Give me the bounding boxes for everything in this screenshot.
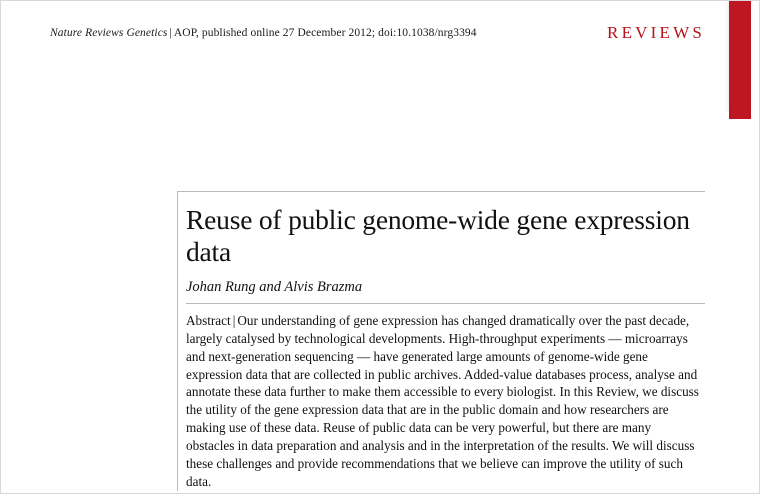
abstract-label: Abstract [186,312,231,328]
abstract-paragraph [186,312,702,491]
journal-name: Nature Reviews Genetics [50,27,168,39]
article-block [177,191,705,491]
running-head-separator: | [169,27,172,39]
page-right-edge [751,1,759,494]
page-title: Reuse of public genome-wide gene expression data [186,204,690,268]
publication-citation: AOP, published online 27 December 2012; doi:10.1038/nrg3394 [173,27,477,39]
abstract-text: Our understanding of gene expression has changed dramatically over the past decade, largely catalysed by technological developments. High-throughput experiments — microarrays and next-generation sequencing — have generated large amounts of genome-wide gene expression data that are collected in public archives. Added-value databases process, analyse and annotate these data further to make them accessible to every biologist. In this Review, we discuss the utility of the gene expression data that are in the public domain and how researchers are making use of these data. Reuse of public data can be very powerful, but there are many obstacles in data preparation and analysis and in the interpretation of the results. We will discuss these challenges and provide recommendations that we believe can improve the utility of such data. [186,312,699,489]
section-label: REVIEWS [607,23,705,42]
author-list: Johan Rung and Alvis Brazma [186,279,705,304]
abstract-separator: | [232,312,236,328]
running-head [50,27,477,39]
page-tab-red [729,1,751,119]
